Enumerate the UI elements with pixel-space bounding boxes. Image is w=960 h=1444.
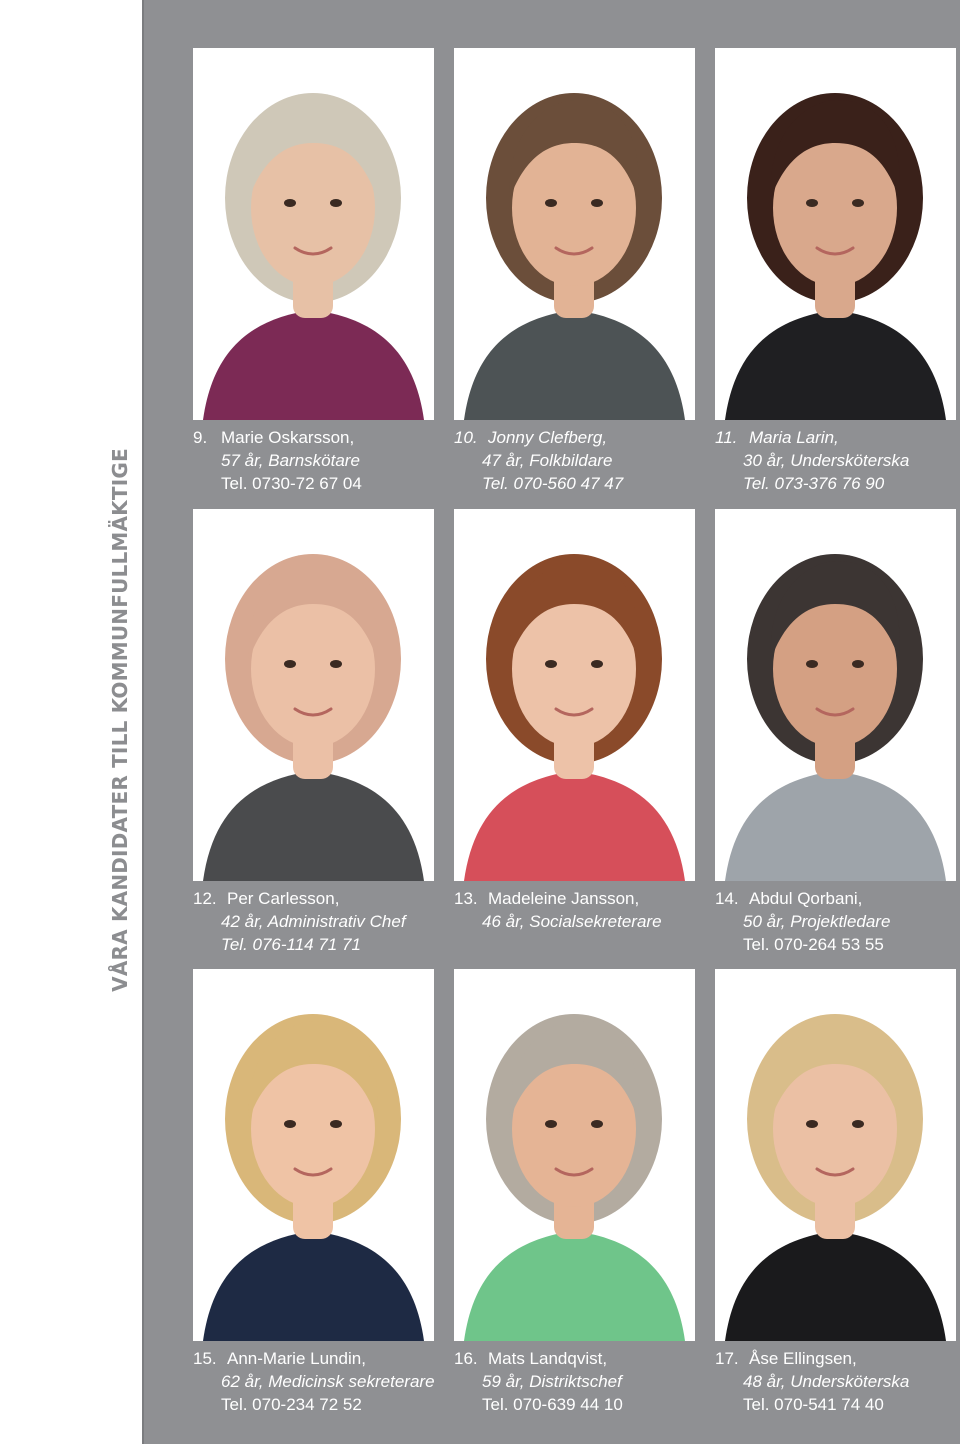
right-eye xyxy=(330,660,342,668)
portrait-illustration xyxy=(193,509,434,881)
portrait-illustration xyxy=(454,509,695,881)
candidate-age-role: 47 år, Folkbildare xyxy=(482,451,613,470)
left-eye xyxy=(806,199,818,207)
candidate-phone: Tel. 076-114 71 71 xyxy=(221,935,361,954)
candidate-name: Jonny Clefberg, xyxy=(488,428,608,447)
candidate-name: Ann-Marie Lundin, xyxy=(227,1349,366,1368)
candidate-age-role: 62 år, Medicinsk sekreterare xyxy=(221,1372,435,1391)
right-eye xyxy=(852,660,864,668)
portrait-illustration xyxy=(715,48,956,420)
candidate-name: Abdul Qorbani, xyxy=(749,889,863,908)
candidate-number: 15. xyxy=(193,1349,217,1368)
candidate-caption xyxy=(454,1347,695,1416)
portrait-illustration xyxy=(454,969,695,1341)
candidate-photo xyxy=(715,969,956,1341)
candidate-photo xyxy=(454,48,695,420)
candidate-photo xyxy=(715,48,956,420)
candidate-age-role: 42 år, Administrativ Chef xyxy=(221,912,406,931)
candidate-number: 10. xyxy=(454,428,478,447)
candidate-card-14 xyxy=(715,509,956,956)
candidate-photo xyxy=(454,969,695,1341)
candidate-caption xyxy=(454,887,695,933)
candidate-age-role: 59 år, Distriktschef xyxy=(482,1372,622,1391)
right-eye xyxy=(591,1120,603,1128)
candidate-phone: Tel. 070-560 47 47 xyxy=(482,474,624,493)
candidate-caption xyxy=(715,1347,956,1416)
candidate-photo xyxy=(715,509,956,881)
candidate-phone: Tel. 070-541 74 40 xyxy=(743,1395,884,1414)
candidate-card-15 xyxy=(193,969,434,1416)
candidate-caption xyxy=(193,426,434,495)
left-eye xyxy=(284,199,296,207)
candidate-number: 9. xyxy=(193,428,208,447)
right-eye xyxy=(852,1120,864,1128)
candidate-card-16 xyxy=(454,969,695,1416)
left-eye xyxy=(545,1120,557,1128)
candidate-age-role: 30 år, Undersköterska xyxy=(743,451,910,470)
candidate-card-10 xyxy=(454,48,695,495)
left-eye xyxy=(545,660,557,668)
candidate-age-role: 46 år, Socialsekreterare xyxy=(482,912,662,931)
candidate-phone: Tel. 070-234 72 52 xyxy=(221,1395,362,1414)
candidate-card-13 xyxy=(454,509,695,933)
candidate-name: Åse Ellingsen, xyxy=(749,1349,857,1368)
right-eye xyxy=(330,199,342,207)
candidate-age-role: 48 år, Undersköterska xyxy=(743,1372,910,1391)
left-eye xyxy=(284,1120,296,1128)
candidate-card-11 xyxy=(715,48,956,495)
candidate-caption xyxy=(193,887,434,956)
candidate-name: Madeleine Jansson, xyxy=(488,889,640,908)
candidate-card-17 xyxy=(715,969,956,1416)
candidate-number: 12. xyxy=(193,889,217,908)
candidate-age-role: 57 år, Barnskötare xyxy=(221,451,360,470)
candidate-caption xyxy=(193,1347,434,1416)
candidate-photo xyxy=(193,48,434,420)
left-eye xyxy=(545,199,557,207)
candidate-number: 11. xyxy=(715,428,738,447)
candidate-name: Maria Larin, xyxy=(749,428,839,447)
candidate-name: Mats Landqvist, xyxy=(488,1349,608,1368)
candidate-photo xyxy=(454,509,695,881)
portrait-illustration xyxy=(454,48,695,420)
right-eye xyxy=(330,1120,342,1128)
candidate-card-12 xyxy=(193,509,434,956)
candidate-phone: Tel. 0730-72 67 04 xyxy=(221,474,362,493)
candidate-name: Per Carlesson, xyxy=(227,889,340,908)
side-title: VÅRA KANDIDATER TILL KOMMUNFULLMÄKTIGE xyxy=(108,448,132,992)
right-eye xyxy=(591,199,603,207)
candidate-caption xyxy=(715,426,956,495)
candidate-card-9 xyxy=(193,48,434,495)
candidate-photo xyxy=(193,969,434,1341)
candidate-phone: Tel. 073-376 76 90 xyxy=(743,474,885,493)
candidate-number: 17. xyxy=(715,1349,739,1368)
candidate-name: Marie Oskarsson, xyxy=(221,428,355,447)
left-eye xyxy=(284,660,296,668)
candidate-caption xyxy=(454,426,695,495)
candidate-photo xyxy=(193,509,434,881)
right-eye xyxy=(591,660,603,668)
candidate-number: 16. xyxy=(454,1349,478,1368)
candidate-phone: Tel. 070-639 44 10 xyxy=(482,1395,623,1414)
candidate-caption xyxy=(715,887,956,956)
candidate-phone: Tel. 070-264 53 55 xyxy=(743,935,884,954)
side-strip xyxy=(0,0,144,1444)
portrait-illustration xyxy=(715,509,956,881)
portrait-illustration xyxy=(193,969,434,1341)
right-eye xyxy=(852,199,864,207)
portrait-illustration xyxy=(193,48,434,420)
candidate-number: 13. xyxy=(454,889,478,908)
left-eye xyxy=(806,1120,818,1128)
left-eye xyxy=(806,660,818,668)
candidate-age-role: 50 år, Projektledare xyxy=(743,912,891,931)
portrait-illustration xyxy=(715,969,956,1341)
candidate-number: 14. xyxy=(715,889,739,908)
